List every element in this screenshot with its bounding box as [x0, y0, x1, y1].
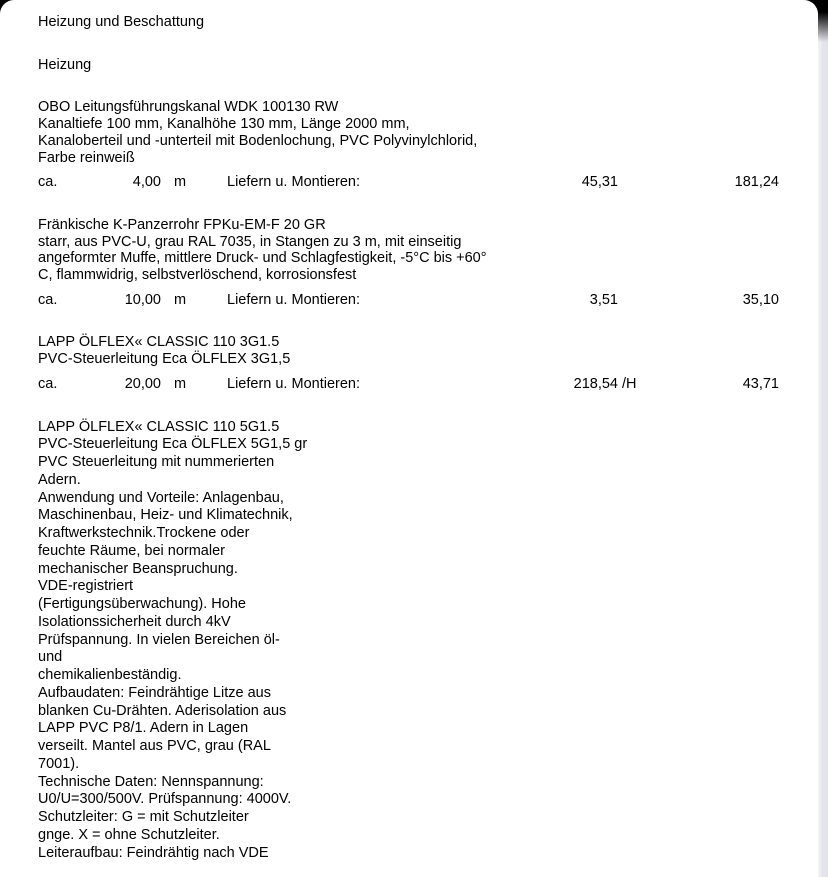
item-block-3: [38, 334, 818, 392]
quantity-row: [38, 292, 818, 309]
description-line: Leiteraufbau: Feindrähtig nach VDE: [38, 844, 269, 861]
unit-label: m: [174, 174, 187, 191]
description-line: mechanischer Beanspruchung.: [38, 560, 238, 577]
item-title: OBO Leitungsführungskanal WDK 100130 RW: [38, 99, 339, 116]
item-title: Fränkische K-Panzerrohr FPKu-EM-F 20 GR: [38, 216, 326, 233]
unit-price: 218,54: [573, 375, 618, 392]
description-line: Isolationssicherheit durch 4kV: [38, 613, 231, 630]
price-suffix: /H: [622, 375, 637, 392]
description-line: Prüfspannung. In vielen Bereichen öl-: [38, 631, 280, 648]
quantity-value: 10,00: [124, 291, 161, 308]
description-line: gnge. X = ohne Schutzleiter.: [38, 826, 220, 843]
total-price: 181,24: [734, 174, 779, 191]
description-line: chemikalienbeständig.: [38, 667, 182, 684]
action-label: Liefern u. Montieren:: [227, 375, 360, 392]
description-line: Farbe reinweiß: [38, 149, 135, 166]
item-block-4: [38, 419, 818, 863]
quantity-row: [38, 174, 818, 191]
description-line: Kraftwerkstechnik.Trockene oder: [38, 525, 250, 542]
action-label: Liefern u. Montieren:: [227, 174, 360, 191]
unit-label: m: [174, 291, 187, 308]
description-line: PVC-Steuerleitung Eca ÖLFLEX 5G1,5 gr: [38, 436, 308, 453]
description-line: PVC Steuerleitung mit nummerierten: [38, 454, 275, 471]
description-line: Adern.: [38, 471, 81, 488]
item-title: LAPP ÖLFLEX« CLASSIC 110 5G1.5: [38, 418, 280, 435]
qty-prefix: ca.: [38, 174, 58, 191]
price-suffix: [618, 292, 644, 309]
description-line: blanken Cu-Drähten. Aderisolation aus: [38, 702, 287, 719]
total-price: 43,71: [742, 375, 779, 392]
description-line: U0/U=300/500V. Prüfspannung: 4000V.: [38, 791, 292, 808]
item-title: LAPP ÖLFLEX« CLASSIC 110 3G1.5: [38, 334, 280, 351]
unit-price: 3,51: [589, 291, 618, 308]
description-line: Kanaltiefe 100 mm, Kanalhöhe 130 mm, Länge 2000 mm,: [38, 116, 410, 133]
description-line: Schutzleiter: G = mit Schutzleiter: [38, 809, 249, 826]
qty-prefix: ca.: [38, 375, 58, 392]
description-line: LAPP PVC P8/1. Adern in Lagen: [38, 720, 249, 737]
description-line: VDE-registriert: [38, 578, 134, 595]
quantity-value: 20,00: [124, 375, 161, 392]
description-line: C, flammwidrig, selbstverlöschend, korrosionsfest: [38, 267, 357, 284]
description-line: verseilt. Mantel aus PVC, grau (RAL: [38, 738, 271, 755]
description-line: und: [38, 649, 63, 666]
item-block-2: [38, 217, 818, 309]
scrollbar-track[interactable]: [818, 0, 828, 877]
description-line: Maschinenbau, Heiz- und Klimatechnik,: [38, 507, 293, 524]
item-block-1: [38, 99, 818, 191]
description-line: angeformter Muffe, mittlere Druck- und Schlagfestigkeit, -5°C bis +60°: [38, 250, 487, 267]
description-line: 7001).: [38, 755, 80, 772]
unit-label: m: [174, 375, 187, 392]
quantity-value: 4,00: [132, 174, 161, 191]
items: [38, 99, 818, 862]
description-line: starr, aus PVC-U, grau RAL 7035, in Stangen zu 3 m, mit einseitig: [38, 233, 462, 250]
quantity-row: [38, 376, 818, 393]
description-line: Anwendung und Vorteile: Anlagenbau,: [38, 489, 284, 506]
description-line: (Fertigungsüberwachung). Hohe: [38, 596, 246, 613]
price-suffix: [618, 174, 644, 191]
description-line: Kanaloberteil und -unterteil mit Bodenlochung, PVC Polyvinylchlorid,: [38, 132, 478, 149]
qty-prefix: ca.: [38, 291, 58, 308]
total-price: 35,10: [742, 291, 779, 308]
description-line: PVC-Steuerleitung Eca ÖLFLEX 3G1,5: [38, 351, 291, 368]
description-line: Technische Daten: Nennspannung:: [38, 773, 264, 790]
doc-subtitle: Heizung: [38, 56, 92, 73]
description-line: Aufbaudaten: Feindrähtige Litze aus: [38, 684, 271, 701]
description-line: feuchte Räume, bei normaler: [38, 542, 225, 559]
doc-title: Heizung und Beschattung: [38, 14, 205, 30]
action-label: Liefern u. Montieren:: [227, 291, 360, 308]
unit-price: 45,31: [581, 174, 618, 191]
